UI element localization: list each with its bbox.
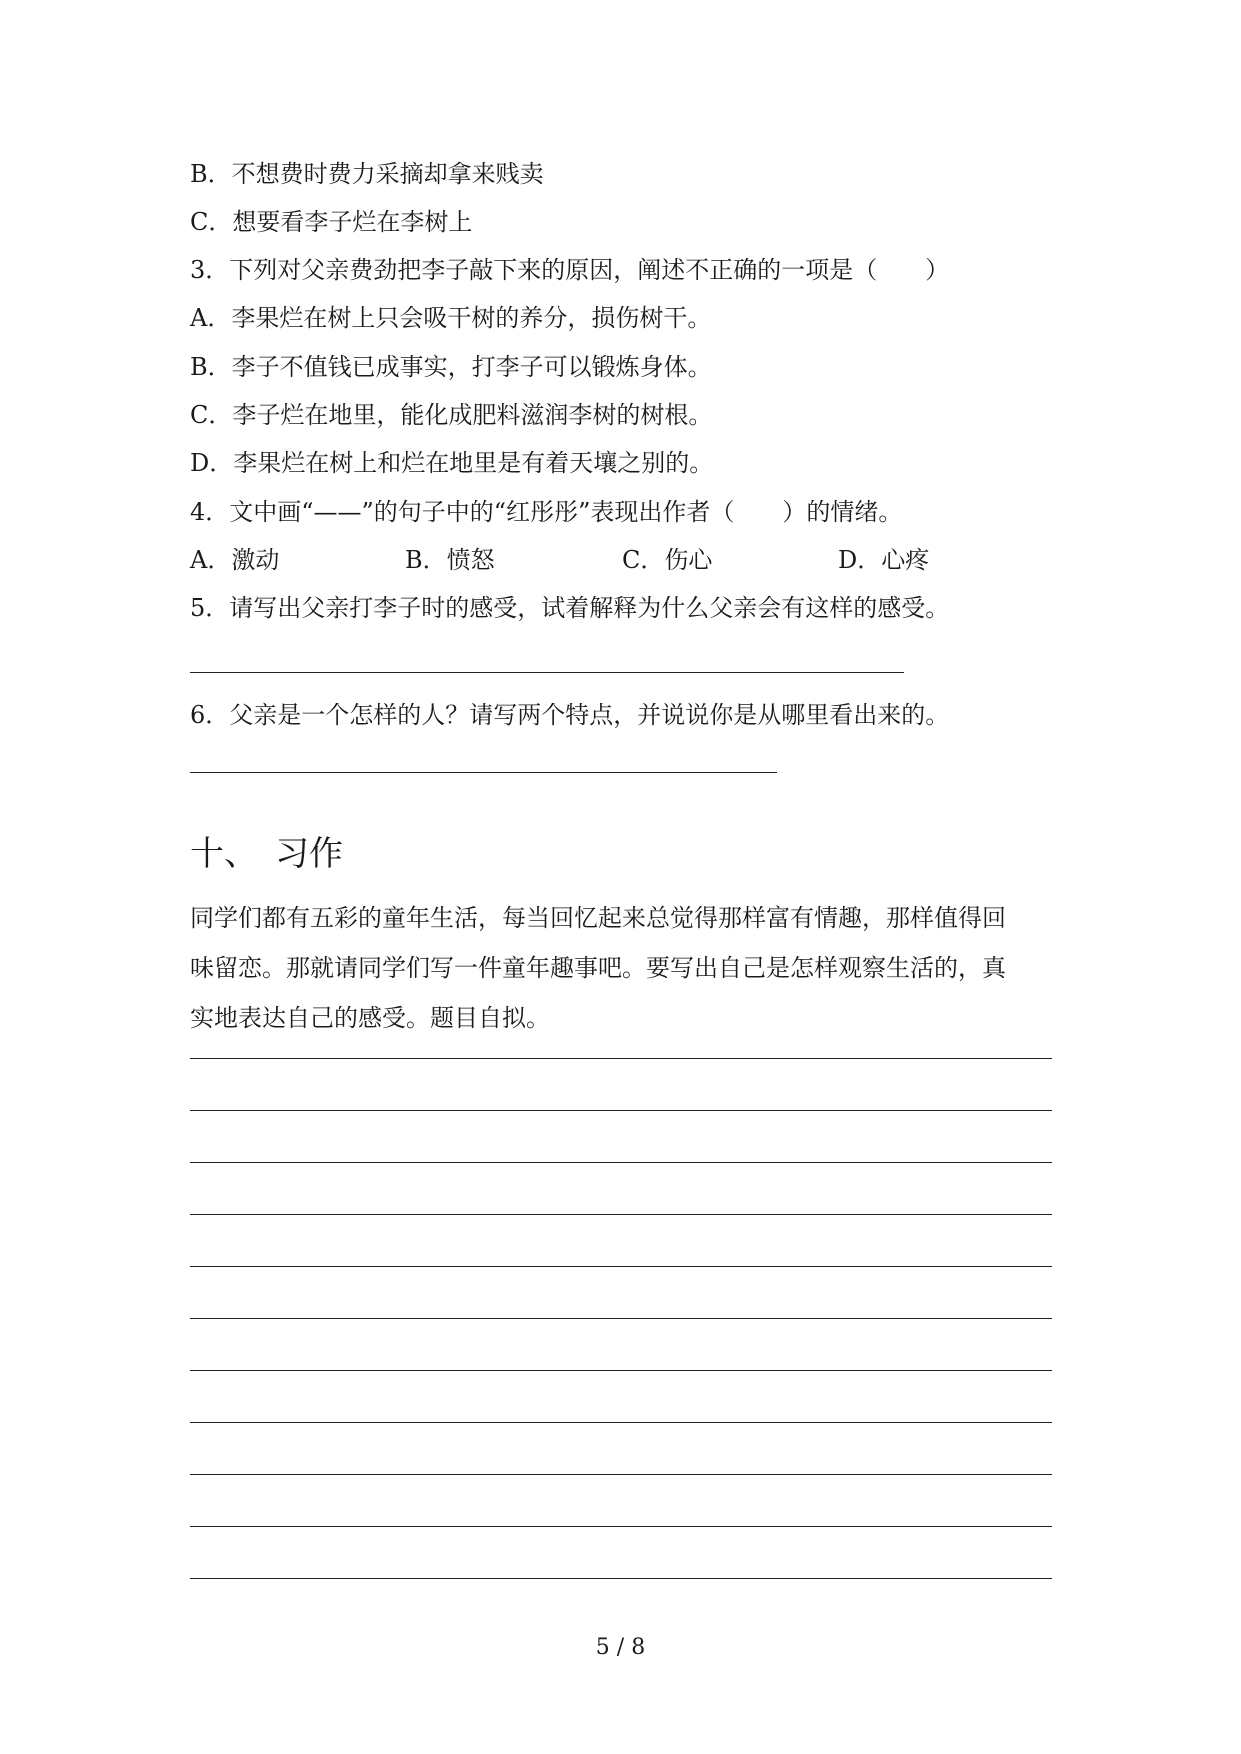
essay-writing-line[interactable] <box>190 1266 1052 1267</box>
q4-option-c: C．伤心 <box>622 546 713 574</box>
q3-stem: 3．下列对父亲费劲把李子敲下来的原因，阐述不正确的一项是（ ） <box>190 256 950 284</box>
essay-writing-line[interactable] <box>190 1318 1052 1319</box>
q6-stem: 6．父亲是一个怎样的人？请写两个特点，并说说你是从哪里看出来的。 <box>190 701 950 729</box>
q3-option-a: A．李果烂在树上只会吸干树的养分，损伤树干。 <box>190 304 712 332</box>
q3-option-d: D．李果烂在树上和烂在地里是有着天壤之别的。 <box>190 449 714 477</box>
q4-stem: 4．文中画“——”的句子中的“红彤彤”表现出作者（ ）的情绪。 <box>190 498 903 526</box>
essay-writing-line[interactable] <box>190 1110 1052 1111</box>
essay-prompt-line: 同学们都有五彩的童年生活，每当回忆起来总觉得那样富有情趣，那样值得回 <box>190 904 1006 932</box>
q4-option-a: A．激动 <box>190 546 280 574</box>
essay-writing-line[interactable] <box>190 1526 1052 1527</box>
essay-writing-line[interactable] <box>190 1578 1052 1579</box>
q5-answer-line[interactable] <box>190 672 904 673</box>
q4-option-d: D．心疼 <box>838 546 930 574</box>
essay-prompt <box>190 893 1060 1043</box>
essay-prompt-line: 实地表达自己的感受。题目自拟。 <box>190 1004 550 1032</box>
essay-writing-line[interactable] <box>190 1058 1052 1059</box>
page-number: 5 / 8 <box>595 1635 646 1660</box>
q5-stem: 5．请写出父亲打李子时的感受，试着解释为什么父亲会有这样的感受。 <box>190 594 950 622</box>
essay-writing-line[interactable] <box>190 1370 1052 1371</box>
essay-writing-line[interactable] <box>190 1162 1052 1163</box>
essay-prompt-line: 味留恋。那就请同学们写一件童年趣事吧。要写出自己是怎样观察生活的，真 <box>190 954 1006 982</box>
q6-answer-line[interactable] <box>190 772 777 773</box>
q3-option-b: B．李子不值钱已成事实，打李子可以锻炼身体。 <box>190 353 712 381</box>
q2-option-c: C．想要看李子烂在李树上 <box>190 208 473 236</box>
essay-heading: 十、 习作 <box>190 834 343 874</box>
q4-option-b: B．愤怒 <box>405 546 495 574</box>
essay-writing-line[interactable] <box>190 1474 1052 1475</box>
q2-option-b: B．不想费时费力采摘却拿来贱卖 <box>190 160 544 188</box>
q3-option-c: C．李子烂在地里，能化成肥料滋润李树的树根。 <box>190 401 713 429</box>
essay-writing-line[interactable] <box>190 1422 1052 1423</box>
essay-writing-line[interactable] <box>190 1214 1052 1215</box>
